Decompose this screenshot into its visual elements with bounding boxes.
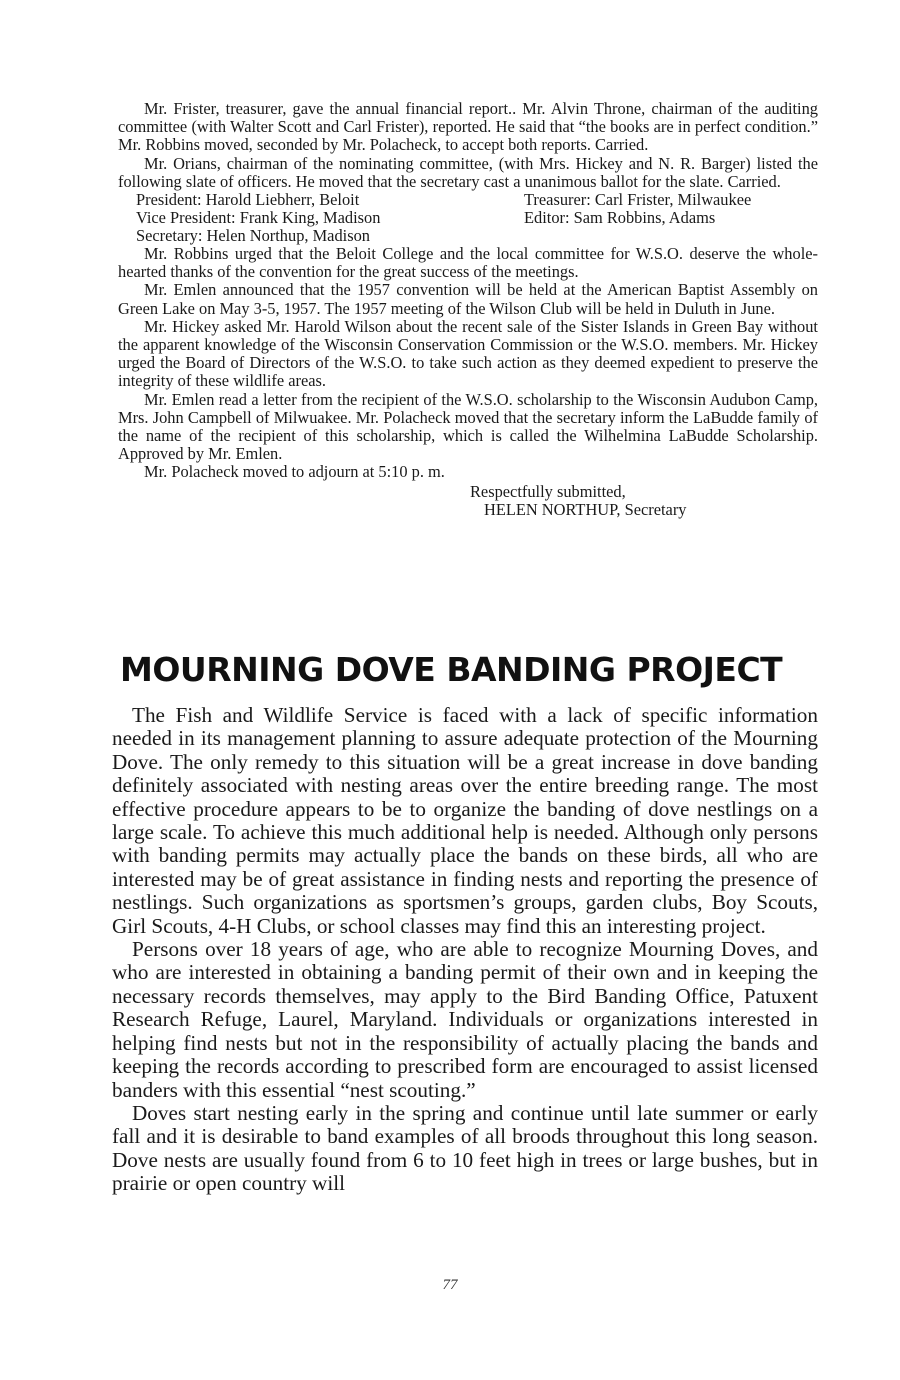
officer-slate <box>118 191 818 245</box>
signature-name: HELEN NORTHUP, Secretary <box>484 499 687 519</box>
minutes-paragraph-convention: Mr. Emlen announced that the 1957 convention will be held at the American Baptist Assembly on Green Lake on May 3-5, 1957. The 1957 meeting of the Wilson Club will be held in Duluth in June. <box>118 280 818 318</box>
officer-secretary: Secretary: Helen Northup, Madison <box>136 226 370 246</box>
article-paragraph-2: Persons over 18 years of age, who are able to recognize Mourning Doves, and who are interested in obtaining a banding permit of their own and in keeping the necessary records themselves, may apply to the Bird Banding Office, Patuxent Research Refuge, Laurel, Maryland. Individuals or organizations interested in helping find nests but not in the responsibility of actually placing the bands and keeping the records according to prescribed form are encouraged to assist licensed banders with this essential “nest scouting.” <box>112 937 818 1102</box>
minutes-body-continued <box>118 245 818 482</box>
officer-slate-right-column <box>524 191 824 227</box>
minutes-paragraph-thanks: Mr. Robbins urged that the Beloit College and the local committee for W.S.O. deserve the whole-hearted thanks of the convention for the great success of the meetings. <box>118 244 818 282</box>
officer-editor: Editor: Sam Robbins, Adams <box>524 208 716 228</box>
article-paragraph-3: Doves start nesting early in the spring and continue until late summer or early fall and it is desirable to band examples of all broods throughout this long season. Dove nests are usually found from 6 to 10 feet high in trees or large bushes, but in prairie or open country will <box>112 1100 818 1196</box>
officer-treasurer: Treasurer: Carl Frister, Milwaukee <box>524 190 752 210</box>
minutes-paragraph-treasurer: Mr. Frister, treasurer, gave the annual financial report.. Mr. Alvin Throne, chairman of the auditing committee (with Walter Scott and Carl Frister), reported. He said that “the books are in perfect condition.” Mr. Robbins moved, seconded by Mr. Polacheck, to accept both reports. Carried. <box>118 99 818 155</box>
minutes-body <box>118 100 818 191</box>
minutes-paragraph-adjourn: Mr. Polacheck moved to adjourn at 5:10 p. m. <box>144 462 445 482</box>
article-body <box>112 704 818 1196</box>
officer-vice-president: Vice President: Frank King, Madison <box>136 208 381 228</box>
page-number: 77 <box>442 1277 458 1293</box>
minutes-paragraph-islands: Mr. Hickey asked Mr. Harold Wilson about the recent sale of the Sister Islands in Green Bay without the apparent knowledge of the Wisconsin Conservation Commission or the W.S.O. members. Mr. Hickey urged the Board of Directors of the W.S.O. to take such action as they deemed expedient to preserve the integrity of these wildlife areas. <box>118 316 818 391</box>
minutes-paragraph-scholarship: Mr. Emlen read a letter from the recipient of the W.S.O. scholarship to the Wisconsin Audubon Camp, Mrs. John Campbell of Milwuakee. Mr. Polacheck moved that the secretary inform the LaBudde family of the name of the recipient of this scholarship, which is called the Wilhelmina LaBudde Scholarship. Approved by Mr. Emlen. <box>118 389 818 464</box>
meeting-minutes <box>118 100 818 519</box>
signature-closing: Respectfully submitted, <box>470 481 626 501</box>
signature-block <box>470 483 818 519</box>
officer-slate-left-column <box>136 191 496 246</box>
article-title: MOURNING DOVE BANDING PROJECT <box>120 650 783 689</box>
minutes-paragraph-nominating: Mr. Orians, chairman of the nominating committee, (with Mrs. Hickey and N. R. Barger) listed the following slate of officers. He moved that the secretary cast a unanimous ballot for the slate. Carried. <box>118 153 818 191</box>
article-paragraph-1: The Fish and Wildlife Service is faced with a lack of specific information needed in its management planning to assure adequate protection of the Mourning Dove. The only remedy to this situation will be a great increase in dove banding definitely associated with nesting areas over the entire breeding range. The most effective procedure appears to be to organize the banding of dove nestlings on a large scale. To achieve this much additional help is needed. Although only persons with banding permits may actually place the bands on these birds, all who are interested may be of great assistance in finding nests and reporting the presence of nestlings. Such organizations as sportsmen’s groups, garden clubs, Boy Scouts, Girl Scouts, 4-H Clubs, or school classes may find this an interesting project. <box>112 703 818 938</box>
officer-president: President: Harold Liebherr, Beloit <box>136 190 360 210</box>
